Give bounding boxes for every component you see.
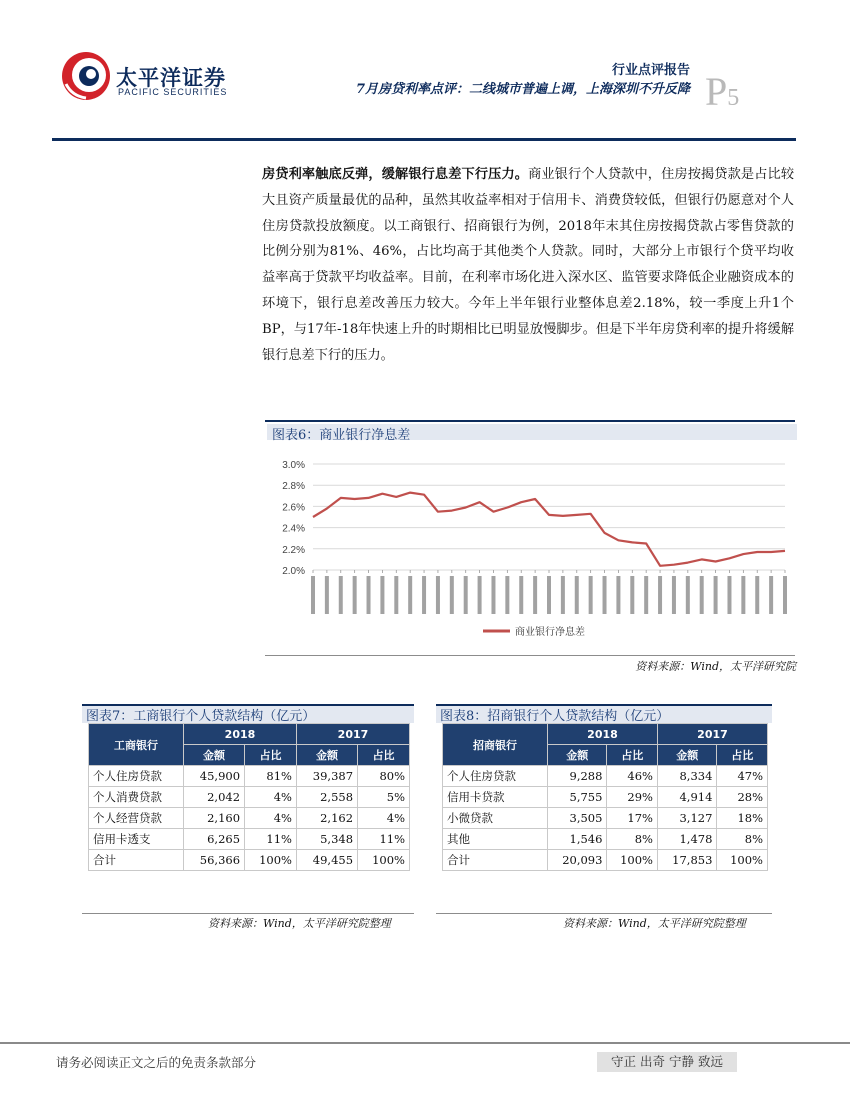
x-tick-label	[603, 576, 607, 614]
cell-share: 100%	[245, 850, 297, 871]
nim-line-chart	[265, 448, 795, 653]
cell-share: 100%	[358, 850, 410, 871]
x-tick-label	[658, 576, 662, 614]
table8-year-row	[443, 724, 768, 745]
table7-year: 2017	[296, 724, 409, 745]
table8-sub-header: 占比	[717, 745, 768, 766]
chart-title: 图表6：商业银行净息差	[272, 428, 411, 443]
x-tick-label	[575, 576, 579, 614]
table8-year: 2017	[657, 724, 767, 745]
legend-label: 商业银行净息差	[515, 627, 585, 638]
cell-amount: 2,558	[296, 787, 357, 808]
cell-amount: 1,546	[548, 829, 607, 850]
x-tick-label	[325, 576, 329, 614]
cell-share: 100%	[717, 850, 768, 871]
cell-share: 8%	[607, 829, 658, 850]
x-tick-label	[478, 576, 482, 614]
row-label: 信用卡贷款	[443, 787, 548, 808]
y-tick-label: 3.0%	[282, 460, 305, 471]
cell-amount: 2,042	[184, 787, 245, 808]
table-row	[443, 766, 768, 787]
x-tick-label	[700, 576, 704, 614]
cell-amount: 4,914	[657, 787, 716, 808]
table8-source: 资料来源：Wind，太平洋研究院整理	[563, 917, 746, 930]
table8-sub-header: 占比	[607, 745, 658, 766]
x-tick-label	[630, 576, 634, 614]
row-label: 合计	[443, 850, 548, 871]
x-tick-label	[436, 576, 440, 614]
cell-share: 5%	[358, 787, 410, 808]
cell-share: 81%	[245, 766, 297, 787]
cmb-loan-table	[442, 723, 768, 871]
cell-amount: 9,288	[548, 766, 607, 787]
table-row	[89, 766, 410, 787]
cell-amount: 8,334	[657, 766, 716, 787]
table7-year: 2018	[184, 724, 297, 745]
cell-amount: 1,478	[657, 829, 716, 850]
table8-sub-header: 金额	[548, 745, 607, 766]
paragraph-lead: 房贷利率触底反弹，缓解银行息差下行压力。	[262, 167, 529, 182]
x-tick-label	[727, 576, 731, 614]
table8-sub-header: 金额	[657, 745, 716, 766]
cell-amount: 5,348	[296, 829, 357, 850]
cell-amount: 5,755	[548, 787, 607, 808]
x-tick-label	[644, 576, 648, 614]
table7-year-row	[89, 724, 410, 745]
cell-share: 11%	[358, 829, 410, 850]
table8-block	[436, 704, 776, 934]
x-tick-label	[505, 576, 509, 614]
x-tick-label	[311, 576, 315, 614]
table8-corner: 招商银行	[443, 724, 548, 766]
x-tick-label	[533, 576, 537, 614]
x-tick-label	[353, 576, 357, 614]
table8-bottom-divider	[436, 913, 772, 914]
x-tick-label	[672, 576, 676, 614]
chart-source: 资料来源：Wind，太平洋研究院	[635, 660, 796, 673]
x-tick-label	[339, 576, 343, 614]
row-label: 其他	[443, 829, 548, 850]
cell-amount: 20,093	[548, 850, 607, 871]
x-tick-label	[589, 576, 593, 614]
y-tick-label: 2.8%	[282, 481, 305, 493]
chart-top-divider	[265, 420, 795, 422]
x-tick-label	[616, 576, 620, 614]
x-tick-label	[519, 576, 523, 614]
x-tick-label	[422, 576, 426, 614]
y-tick-label: 2.0%	[282, 566, 305, 577]
y-tick-label: 2.6%	[282, 502, 305, 514]
table8-title: 图表8：招商银行个人贷款结构（亿元）	[440, 709, 670, 724]
table-row	[443, 787, 768, 808]
page-digit: 5	[727, 85, 740, 111]
cell-share: 17%	[607, 808, 658, 829]
cell-share: 28%	[717, 787, 768, 808]
x-tick-label	[769, 576, 773, 614]
x-tick-label	[755, 576, 759, 614]
x-tick-label	[714, 576, 718, 614]
x-tick-label	[491, 576, 495, 614]
cell-amount: 3,127	[657, 808, 716, 829]
row-label: 个人经营贷款	[89, 808, 184, 829]
x-tick-label	[380, 576, 384, 614]
row-label: 小微贷款	[443, 808, 548, 829]
cell-share: 29%	[607, 787, 658, 808]
table-row	[443, 829, 768, 850]
table7-block	[82, 704, 414, 934]
y-tick-label: 2.2%	[282, 544, 305, 556]
x-tick-label	[394, 576, 398, 614]
cell-amount: 49,455	[296, 850, 357, 871]
table-row	[89, 829, 410, 850]
cell-amount: 6,265	[184, 829, 245, 850]
table7-sub-header: 金额	[184, 745, 245, 766]
x-tick-label	[408, 576, 412, 614]
table7-source: 资料来源：Wind，太平洋研究院整理	[208, 917, 391, 930]
company-logo-icon	[60, 50, 112, 102]
body-paragraph	[262, 162, 794, 368]
cell-share: 80%	[358, 766, 410, 787]
cell-amount: 17,853	[657, 850, 716, 871]
brand-name-en: PACIFIC SECURITIES	[118, 87, 228, 97]
cell-share: 8%	[717, 829, 768, 850]
cell-share: 4%	[358, 808, 410, 829]
x-tick-label	[741, 576, 745, 614]
footer-motto: 守正 出奇 宁静 致远	[597, 1052, 737, 1072]
y-tick-label: 2.4%	[282, 523, 305, 535]
cell-amount: 45,900	[184, 766, 245, 787]
report-title: 7月房贷利率点评：二线城市普遍上调，上海深圳不升反降	[355, 82, 690, 97]
paragraph-body: 商业银行个人贷款中，住房按揭贷款是占比较大且资产质量最优的品种，虽然其收益率相对于信用卡、消费贷较低，但银行仍愿意对个人住房贷款投放额度。以工商银行、招商银行为例，2018年末其住房按揭贷款占零售贷款的比例分别为81%、46%，占比均高于其他类个人贷款。同时，大部分上市银行个贷平均收益率高于贷款平均收益率。目前，在利率市场化进入深水区、监管要求降低企业融资成本的环境下，银行息差改善压力较大。今年上半年银行业整体息差2.18%，较一季度上升1个BP，与17年-18年快速上升的时期相比已明显放慢脚步。但是下半年房贷利率的提升将缓解银行息差下行的压力。	[262, 167, 795, 363]
cell-amount: 39,387	[296, 766, 357, 787]
table8-year: 2018	[548, 724, 658, 745]
table-row	[89, 787, 410, 808]
series-line	[313, 493, 785, 566]
icbc-loan-table	[88, 723, 410, 871]
cell-share: 46%	[607, 766, 658, 787]
table7-bottom-divider	[82, 913, 414, 914]
table-row	[89, 850, 410, 871]
x-tick-label	[686, 576, 690, 614]
table-row	[89, 808, 410, 829]
x-tick-label	[464, 576, 468, 614]
table7-sub-header: 金额	[296, 745, 357, 766]
footer-divider	[0, 1042, 850, 1044]
report-type: 行业点评报告	[611, 63, 690, 78]
brand-name-cn: 太平洋证券	[116, 66, 226, 90]
cell-share: 18%	[717, 808, 768, 829]
table-row	[443, 808, 768, 829]
table7-title: 图表7：工商银行个人贷款结构（亿元）	[86, 709, 316, 724]
table7-corner: 工商银行	[89, 724, 184, 766]
x-tick-label	[783, 576, 787, 614]
cell-share: 11%	[245, 829, 297, 850]
cell-amount: 56,366	[184, 850, 245, 871]
page-letter: P	[705, 69, 728, 114]
cell-share: 4%	[245, 787, 297, 808]
x-tick-label	[561, 576, 565, 614]
row-label: 信用卡透支	[89, 829, 184, 850]
footer-disclaimer: 请务必阅读正文之后的免责条款部分	[56, 1055, 257, 1070]
cell-amount: 2,162	[296, 808, 357, 829]
page-number	[705, 68, 739, 115]
cell-share: 4%	[245, 808, 297, 829]
row-label: 合计	[89, 850, 184, 871]
cell-share: 47%	[717, 766, 768, 787]
header-divider	[52, 138, 796, 141]
cell-amount: 3,505	[548, 808, 607, 829]
cell-share: 100%	[607, 850, 658, 871]
chart-bottom-divider	[265, 655, 795, 656]
row-label: 个人消费贷款	[89, 787, 184, 808]
row-label: 个人住房贷款	[443, 766, 548, 787]
x-tick-label	[547, 576, 551, 614]
table-row	[443, 850, 768, 871]
x-tick-label	[450, 576, 454, 614]
table7-sub-header: 占比	[245, 745, 297, 766]
table7-sub-header: 占比	[358, 745, 410, 766]
x-tick-label	[367, 576, 371, 614]
row-label: 个人住房贷款	[89, 766, 184, 787]
cell-amount: 2,160	[184, 808, 245, 829]
